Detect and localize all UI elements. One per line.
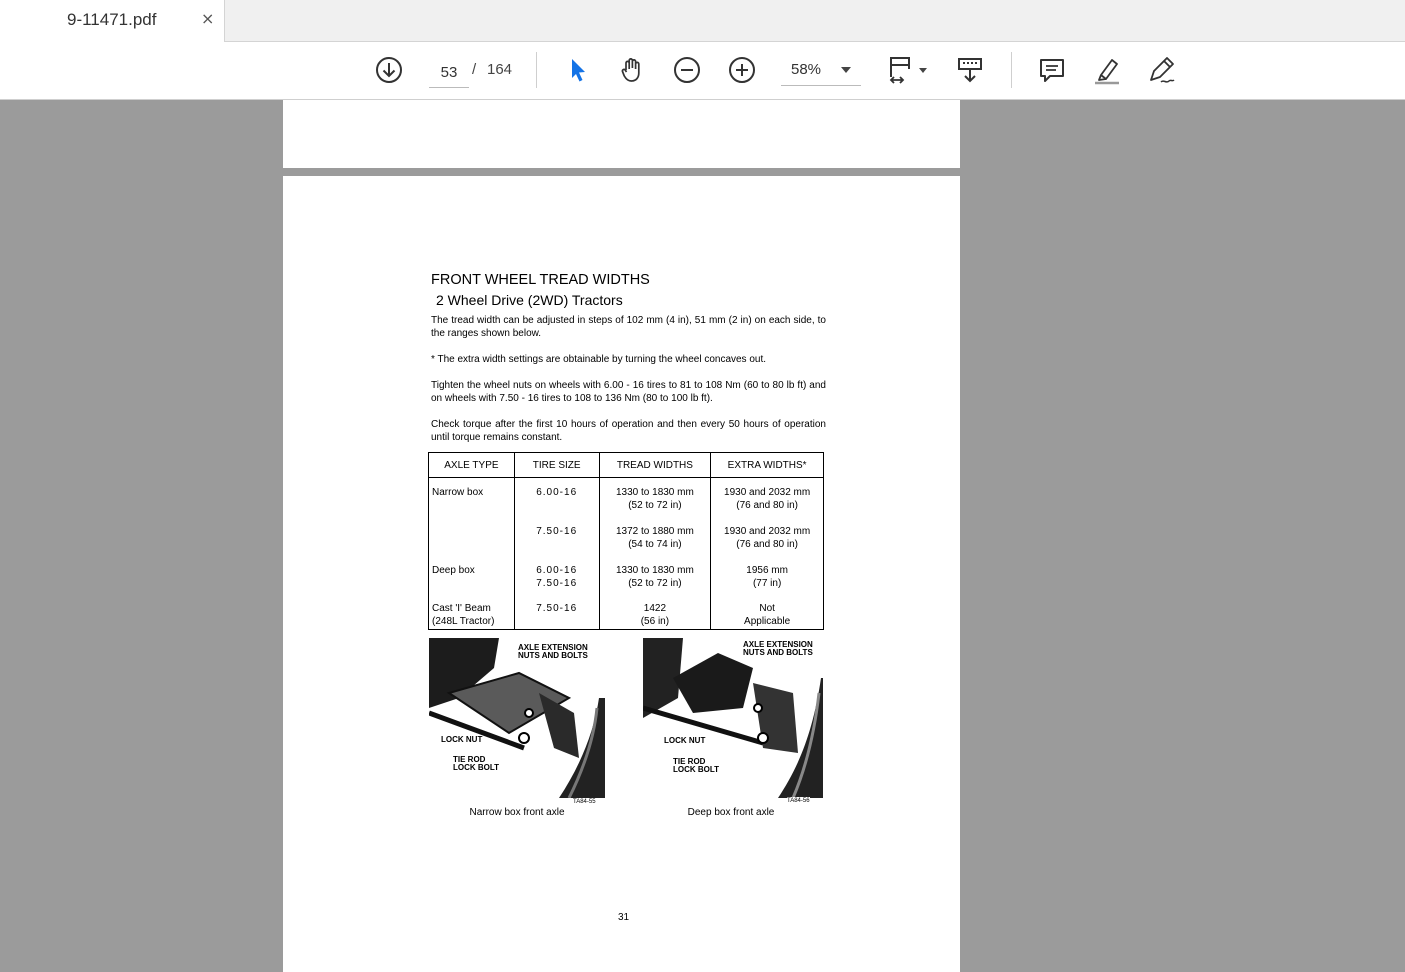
- tread-width-table: [428, 452, 824, 630]
- extra-width-cell: Not Applicable: [711, 594, 824, 630]
- extra-width-cell: 1930 and 2032 mm (76 and 80 in): [711, 478, 824, 518]
- zoom-in-icon[interactable]: [726, 54, 758, 86]
- figure-label: AXLE EXTENSION NUTS AND BOLTS: [743, 640, 813, 657]
- select-icon[interactable]: [562, 54, 594, 86]
- extra-width-cell: 1956 mm (77 in): [711, 556, 824, 594]
- figure-label: AXLE EXTENSION NUTS AND BOLTS: [518, 643, 588, 660]
- page-title: FRONT WHEEL TREAD WIDTHS: [431, 272, 650, 288]
- axle-type-cell: Deep box: [429, 556, 515, 594]
- toolbar: [0, 42, 1405, 100]
- chevron-down-icon[interactable]: [919, 68, 927, 73]
- rotate-icon[interactable]: [954, 54, 986, 86]
- tread-width-cell: 1372 to 1880 mm (54 to 74 in): [599, 517, 711, 556]
- extra-width-cell: 1930 and 2032 mm (76 and 80 in): [711, 517, 824, 556]
- page-fit-icon[interactable]: [884, 54, 916, 86]
- narrow-box-axle-photo: [429, 638, 605, 798]
- figure-label: LOCK NUT: [664, 736, 706, 745]
- pdf-page: [283, 176, 960, 972]
- figure-code: TA84-55: [573, 799, 596, 805]
- axle-type-cell: Narrow box: [429, 478, 515, 518]
- page-number-input[interactable]: [429, 57, 469, 88]
- column-header: EXTRA WIDTHS*: [711, 453, 824, 478]
- page-separator: /: [472, 61, 477, 78]
- column-header: TREAD WIDTHS: [599, 453, 711, 478]
- axle-type-cell: Cast 'I' Beam (248L Tractor): [429, 594, 515, 630]
- tread-width-cell: 1330 to 1830 mm (52 to 72 in): [599, 478, 711, 518]
- tire-size-cell: 6.00-16 7.50-16: [514, 556, 599, 594]
- table-header-row: [429, 453, 824, 478]
- zoom-out-icon[interactable]: [671, 54, 703, 86]
- paragraph: * The extra width settings are obtainable by turning the wheel concaves out.: [431, 354, 767, 365]
- paragraph: The tread width can be adjusted in steps of 102 mm (4 in), 51 mm (2 in) on each side, to the ranges shown below.: [431, 315, 826, 339]
- zoom-value: 58%: [791, 61, 822, 78]
- column-header: TIRE SIZE: [514, 453, 599, 478]
- figure-label: TIE ROD LOCK BOLT: [673, 757, 720, 774]
- tread-width-cell: 1330 to 1830 mm (52 to 72 in): [599, 556, 711, 594]
- download-icon[interactable]: [373, 54, 405, 86]
- page-subtitle: 2 Wheel Drive (2WD) Tractors: [436, 292, 623, 308]
- chevron-down-icon: [841, 67, 851, 73]
- table-row: [429, 556, 824, 594]
- page-total: 164: [487, 61, 513, 78]
- figure-label: LOCK NUT: [441, 735, 483, 744]
- table-row: [429, 478, 824, 518]
- zoom-select[interactable]: [781, 57, 861, 86]
- previous-page: [283, 100, 960, 168]
- figure-label: TIE ROD LOCK BOLT: [453, 755, 500, 772]
- column-header: AXLE TYPE: [429, 453, 515, 478]
- tab-document[interactable]: [0, 0, 225, 42]
- tread-width-cell: 1422 (56 in): [599, 594, 711, 630]
- highlight-icon[interactable]: [1091, 54, 1123, 86]
- deep-box-axle-photo: [643, 638, 823, 798]
- tab-close-button[interactable]: ×: [201, 9, 215, 28]
- tire-size-cell: 7.50-16: [514, 594, 599, 630]
- tire-size-cell: 7.50-16: [514, 517, 599, 556]
- toolbar-divider: [536, 52, 537, 88]
- figure-caption: Deep box front axle: [687, 807, 775, 818]
- figure-code: TA84-56: [787, 798, 810, 804]
- figure-caption: Narrow box front axle: [469, 807, 565, 818]
- comment-icon[interactable]: [1036, 54, 1068, 86]
- sign-icon[interactable]: [1146, 54, 1178, 86]
- axle-type-cell: [429, 517, 515, 556]
- document-content: [431, 272, 826, 444]
- paragraph: Check torque after the first 10 hours of operation and then every 50 hours of operation until torque remains constant.: [431, 419, 826, 443]
- table-row: [429, 594, 824, 630]
- tire-size-cell: 6.00-16: [514, 478, 599, 518]
- hand-icon[interactable]: [616, 54, 648, 86]
- table-row: [429, 517, 824, 556]
- page-number: 31: [618, 912, 630, 923]
- tab-bar: [0, 0, 1405, 42]
- paragraph: Tighten the wheel nuts on wheels with 6.00 - 16 tires to 81 to 108 Nm (60 to 80 lb ft) and on wheels with 7.50 - 16 tires to 108 to 136 Nm (80 to 100 lb ft).: [431, 380, 826, 404]
- toolbar-divider: [1011, 52, 1012, 88]
- tab-title: 9-11471.pdf: [67, 10, 157, 29]
